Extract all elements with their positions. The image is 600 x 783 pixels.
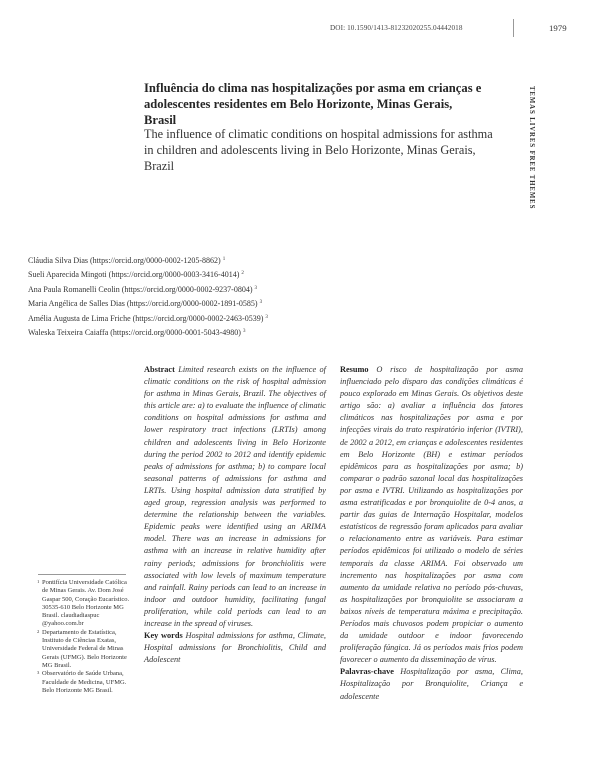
section-tag bbox=[528, 86, 548, 218]
keywords-portuguese bbox=[340, 666, 523, 702]
resumo-text: O risco de hospitalização por asma influenciado pelo disparo das condições climáticas é pouco explorado em Minas Gerais. Os objetivos deste artigo são: a) avaliar a influência dos fatores climáticos nas hospitalizações por asma e por infecções virais do trato respiratório inferior (IVTRI), de 2002 a 2012, em crianças e adolescentes residentes em Belo Horizonte (BH) e estimar períodos epidêmicos para as hospitalizações por asma; b) comparar o padrão sazonal local das hospitalizações por asma e IVTRI. Utilizando as hospitalizações por asma estratificadas e por bronquiolite de 0-4 anos, a partir das guias de Internação Hospitalar, modelos estatísticos de regressão foram aplicados para avaliar o relacionamento entre as variáveis. Para estimar períodos epidêmicos foi utilizado o modelo de séries temporais da classe ARIMA. Foi observado um incremento nas hospitalizações por asma com aumento da umidade relativa no período pós-chuvas, as hospitalizações por bronquiolite se associaram a baixos níveis de temperatura máxima e precipitação. Períodos mais chuvosos podem propiciar o aumento da umidade outdoor e indoor favorecendo proliferação fúngica. Já os períodos mais frios podem favorecer o aumento da disseminação de vírus. bbox=[340, 365, 523, 665]
author-entry: Maria Angélica de Salles Dias (https://orcid.org/0000-0002-1891-0585) $^3$ bbox=[28, 299, 263, 309]
title-english: The influence of climatic conditions on hospital admissions for asthma in children and adolescents living in Belo Horizonte, Minas Gerais, Brazil bbox=[144, 127, 493, 173]
author-entry: Sueli Aparecida Mingoti (https://orcid.org/0000-0003-3416-4014) $^2$ bbox=[28, 270, 244, 280]
abstract-label: Abstract bbox=[144, 365, 175, 374]
abstract-english-body bbox=[144, 364, 326, 630]
keywords-label: Key words bbox=[144, 631, 183, 641]
title-portuguese: Influência do clima nas hospitalizações por asma em crianças e adolescentes residentes em Belo Horizonte, Minas Gerais, Brasil bbox=[144, 81, 482, 127]
author-entry: Cláudia Silva Dias (https://orcid.org/0000-0002-1205-8862) $^1$ bbox=[28, 256, 226, 265]
author-list bbox=[28, 253, 408, 339]
doi-text: DOI: 10.1590/1413-81232020255.04442018 bbox=[330, 24, 463, 32]
affiliation-item: 1 Pontifícia Universidade Católica de Minas Gerais. Av. Dom José Gaspar 500, Coração Eucarístico. 30535-610 Belo Horizonte MG Brasil. claudiadiaspuc @yahoo.com.br bbox=[37, 579, 130, 628]
keywords-text: Hospital admissions for asthma, Climate, Hospital admissions for Bronchiolitis, Child and Adolescent bbox=[144, 631, 326, 665]
affiliations bbox=[38, 579, 132, 695]
abstract-portuguese bbox=[340, 364, 523, 703]
header-divider bbox=[513, 19, 514, 37]
resumo-label: Resumo bbox=[340, 365, 369, 374]
palavras-chave-text: Hospitalização por asma, Clima, Hospitalização por Bronquiolite, Criança e adolescente bbox=[340, 667, 523, 701]
abstract-portuguese-body bbox=[340, 364, 523, 666]
page-number: 1979 bbox=[549, 23, 567, 33]
affiliation-rule bbox=[38, 574, 126, 575]
abstract-english bbox=[144, 364, 326, 666]
affiliation-item: 2 Departamento de Estatística, Instituto de Ciências Exatas, Universidade Federal de Minas Gerais (UFMG). Belo Horizonte MG Brasil. bbox=[37, 628, 127, 669]
author-entry: Waleska Teixeira Caiaffa (https://orcid.org/0000-0001-5043-4980) $^3$ bbox=[28, 328, 246, 338]
abstract-text: Limited research exists on the influence of climatic conditions on the risk of hospital admission for asthma in Minas Gerais, Brazil. The objectives of this article are: a) to evaluate the influence of climatic conditions on hospital admissions for asthma and lower respiratory tract infections (LRTIs) among children and adolescents living in Belo Horizonte during the period 2002 to 2012 and identify epidemic peaks of admissions for asthma; b) to compare local seasonal patterns of admissions for asthma and LRTIs. Using hospital admission data stratified by aged group, regression analysis was performed to determine the relationship between the variables. Epidemic peaks were identified using an ARIMA model. There was an increase in admissions for asthma with an increase in relative humidity after rainy periods; admissions for bronchiolitis were associated with low levels of maximum temperature and rainfall. Rainy periods can lead to an increase in indoor and outdoor humidity, facilitating fungal proliferation, while cold periods can lead to an increase in the spread of viruses. bbox=[144, 365, 326, 628]
palavras-chave-label: Palavras-chave bbox=[340, 667, 394, 677]
keywords-english bbox=[144, 630, 326, 666]
author-entry: Amélia Augusta de Lima Friche (https://orcid.org/0000-0002-2463-0539) $^3$ bbox=[28, 313, 268, 323]
affiliation-item: 3 Observatório de Saúde Urbana, Faculdade de Medicina, UFMG. Belo Horizonte MG Brasil. bbox=[37, 670, 127, 694]
section-tag-label: TEMAS LIVRES FREE THEMES bbox=[528, 86, 535, 210]
author-entry: Ana Paula Romanelli Ceolin (https://orcid.org/0000-0002-9237-0804) $^3$ bbox=[28, 284, 257, 294]
